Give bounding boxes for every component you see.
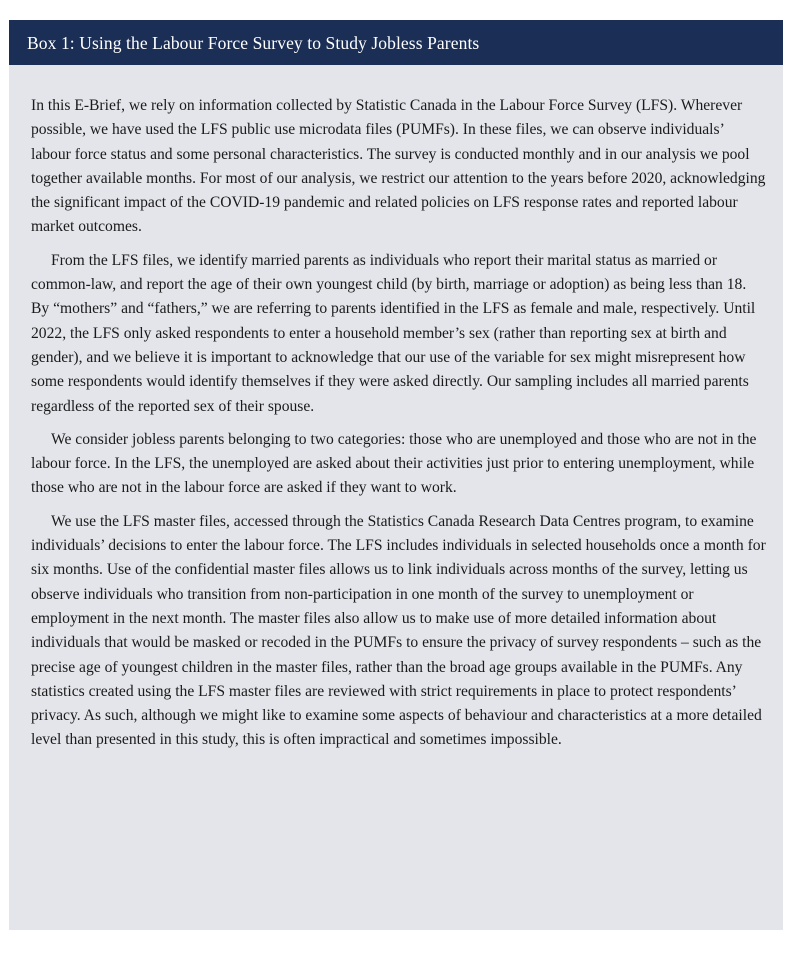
paragraph-jobless-categories: We consider jobless parents belonging to two categories: those who are unemployed and those who are not in the labour force. In the LFS, the unemployed are asked about their activities just prior to entering unemployment, while those who are not in the labour force are asked if they want to work. xyxy=(31,430,757,497)
box-header xyxy=(9,20,783,65)
paragraph-master-files: We use the LFS master files, accessed through the Statistics Canada Research Data Centres program, to examine individuals’ decisions to enter the labour force. The LFS includes individuals in selected households once a month for six months. Use of the confidential master files allows us to link individuals across months of the survey, letting us observe individuals who transition from non-participation in one month of the survey to unemployment or employment in the next month. The master files also allow us to make use of more detailed information about individuals that would be masked or recoded in the PUMFs to ensure the privacy of survey respondents – such as the precise age of youngest children in the master files, rather than the broad age groups available in the PUMFs. Any statistics created using the LFS master files are reviewed with strict requirements in place to protect respondents’ privacy. As such, although we might like to examine some aspects of behaviour and characteristics at a more detailed level than presented in this study, this is often impractical and sometimes impossible. xyxy=(31,512,766,749)
paragraph-intro: In this E-Brief, we rely on information collected by Statistic Canada in the Labour Force Survey (LFS). Wherever possible, we have used the LFS public use microdata files (PUMFs). In these files, we can observe individuals’ labour force status and some personal characteristics. The survey is conducted monthly and in our analysis we pool together available months. For most of our analysis, we restrict our attention to the years before 2020, acknowledging the significant impact of the COVID-19 pandemic and related policies on LFS response rates and reported labour market outcomes. xyxy=(31,97,766,236)
info-box xyxy=(9,20,783,930)
box-title: Box 1: Using the Labour Force Survey to Study Jobless Parents xyxy=(27,33,480,53)
paragraph-married-parents: From the LFS files, we identify married parents as individuals who report their marital status as married or common-law, and report the age of their own youngest child (by birth, marriage or adoption) as being less than 18. By “mothers” and “fathers,” we are referring to parents identified in the LFS as female and male, respectively. Until 2022, the LFS only asked respondents to enter a household member’s sex (rather than reporting sex at birth and gender), and we believe it is important to acknowledge that our use of the variable for sex might misrepresent how some respondents would identify themselves if they were asked directly. Our sampling includes all married parents regardless of the reported sex of their spouse. xyxy=(31,251,756,415)
box-body xyxy=(31,94,766,762)
